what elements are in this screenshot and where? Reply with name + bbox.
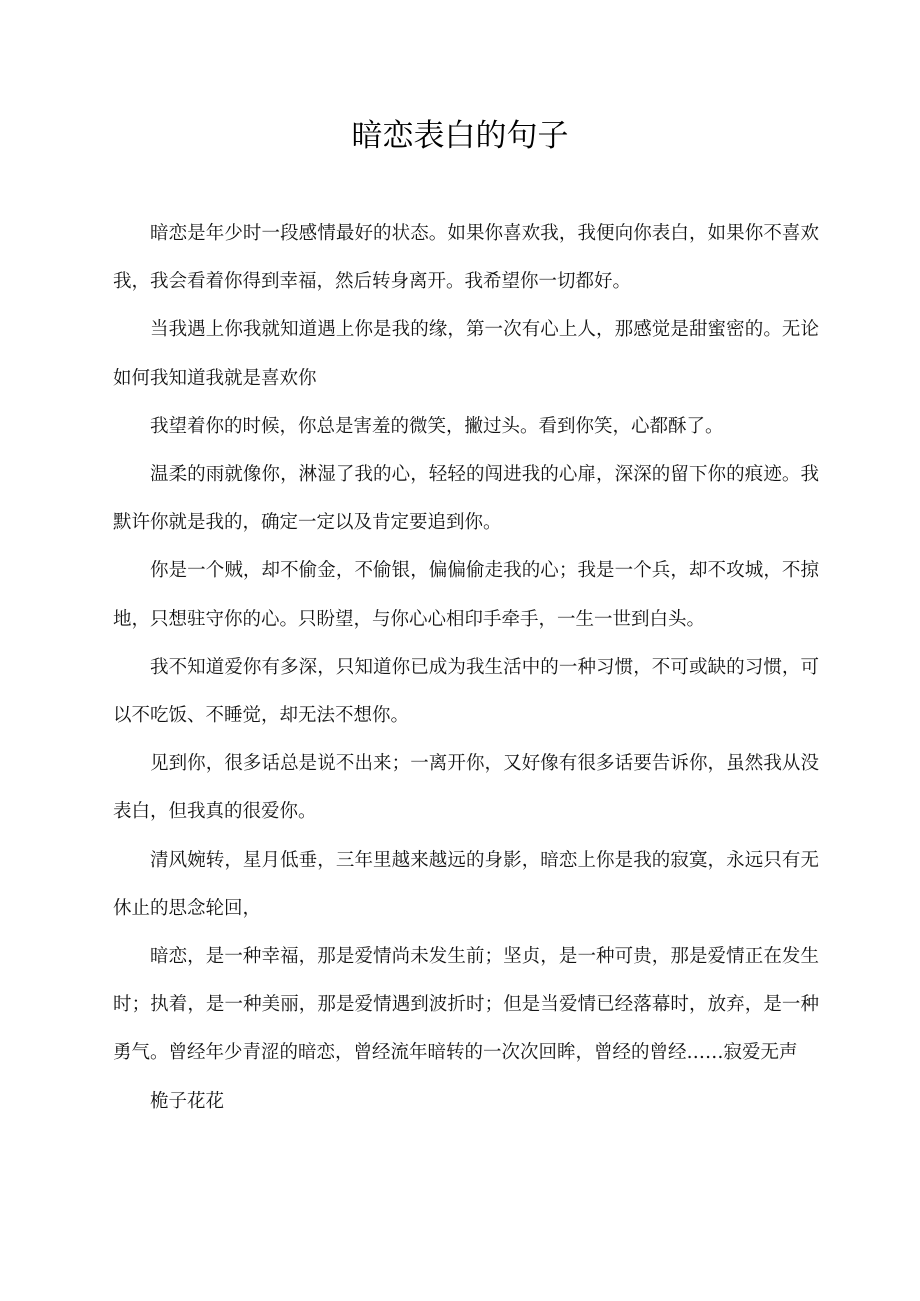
author-signature: 桅子花花 [150,1090,225,1112]
document-body [113,210,819,1126]
paragraph: 暗恋是年少时一段感情最好的状态。如果你喜欢我，我便向你表白，如果你不喜欢我，我会看着你得到幸福，然后转身离开。我希望你一切都好。 [113,223,819,293]
paragraph: 我不知道爱你有多深，只知道你已成为我生活中的一种习惯，不可或缺的习惯，可以不吃饭、不睡觉，却无法不想你。 [113,656,819,727]
paragraph: 见到你，很多话总是说不出来；一离开你，又好像有很多话要告诉你，虽然我从没表白，但我真的很爱你。 [113,753,819,823]
paragraph: 当我遇上你我就知道遇上你是我的缘，第一次有心上人，那感觉是甜蜜密的。无论如何我知道我就是喜欢你 [113,319,819,389]
document-title: 暗恋表白的句子 [351,118,569,154]
paragraph: 你是一个贼，却不偷金，不偷银，偏偏偷走我的心；我是一个兵，却不攻城，不掠地，只想驻守你的心。只盼望，与你心心相印手牵手，一生一世到白头。 [113,560,819,630]
paragraph: 暗恋，是一种幸福，那是爱情尚未发生前；坚贞，是一种可贵，那是爱情正在发生时；执着，是一种美丽，那是爱情遇到波折时；但是当爱情已经落幕时，放弃，是一种勇气。曾经年少青涩的暗恋，曾经流年暗转的一次次回眸，曾经的曾经……寂爱无声 [113,946,819,1064]
paragraph: 温柔的雨就像你，淋湿了我的心，轻轻的闯进我的心扉，深深的留下你的痕迹。我默许你就是我的，确定一定以及肯定要追到你。 [113,464,819,534]
paragraph: 清风婉转，星月低垂，三年里越来越远的身影，暗恋上你是我的寂寞，永远只有无休止的思念轮回， [113,849,819,919]
paragraph: 我望着你的时候，你总是害羞的微笑，撇过头。看到你笑，心都酥了。 [150,415,724,437]
